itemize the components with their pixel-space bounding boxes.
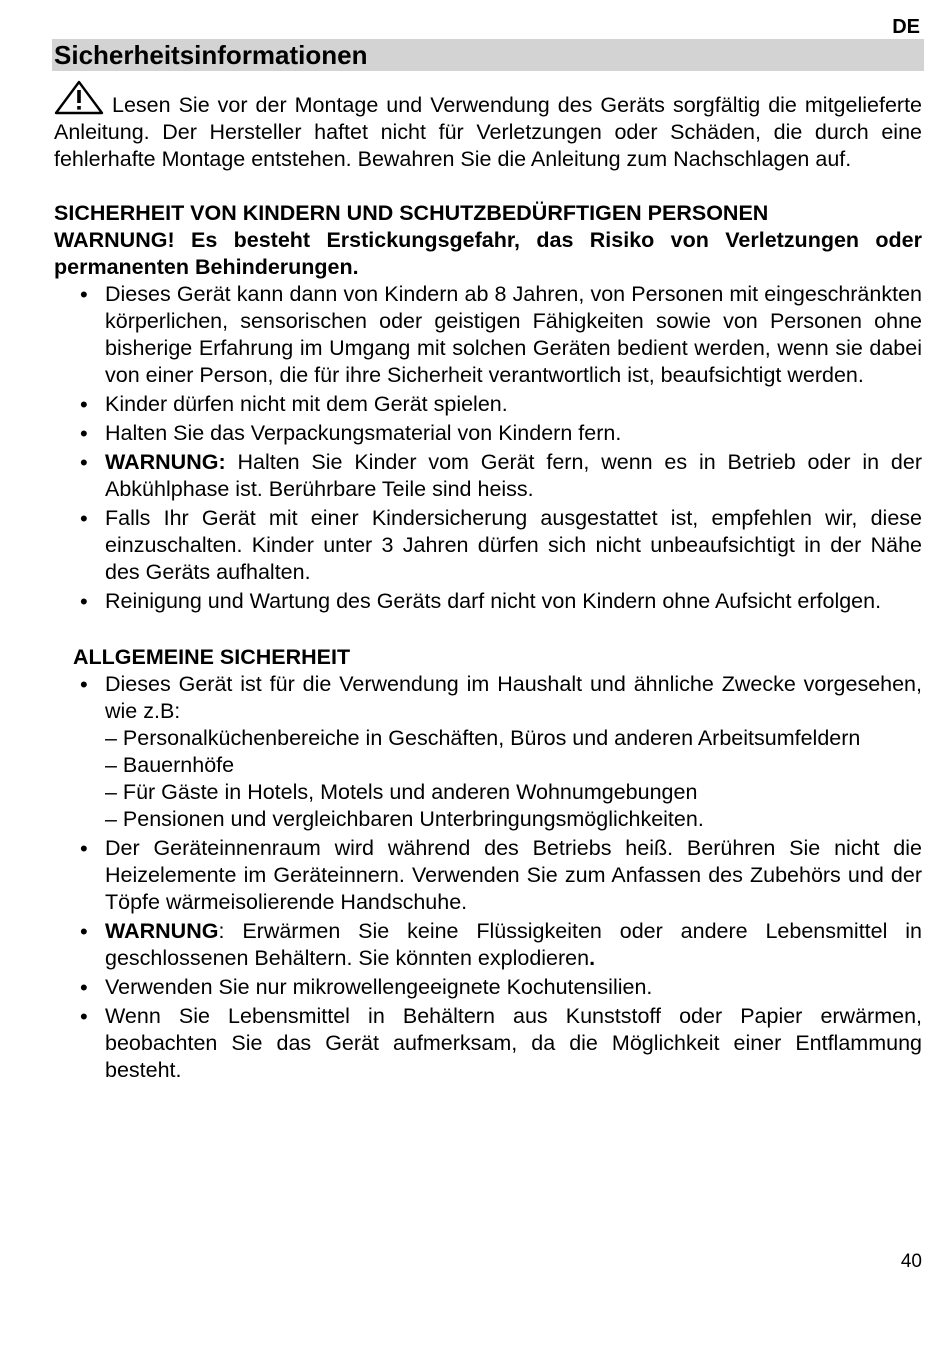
list-item: [54, 505, 922, 586]
page-number: 40: [900, 1251, 922, 1272]
bullet-icon: •: [80, 1004, 88, 1029]
sub-item: – Personalküchenbereiche in Geschäften, Büros und anderen Arbeitsumfeldern: [105, 726, 861, 750]
section-heading-general: ALLGEMEINE SICHERHEIT: [73, 645, 351, 669]
intro-paragraph: [54, 80, 922, 173]
sub-item: – Für Gäste in Hotels, Motels und anderen Wohnumgebungen: [105, 780, 698, 804]
list-item-text: Reinigung und Wartung des Geräts darf nicht von Kindern ohne Aufsicht erfolgen.: [105, 589, 882, 613]
list-item-text: Wenn Sie Lebensmittel in Behältern aus Kunststoff oder Papier erwärmen, beobachten Sie das Gerät aufmerksam, da die Möglichkeit einer Entflammung besteht.: [105, 1004, 922, 1082]
list-item: [54, 835, 922, 916]
warning-label: WARNUNG: [105, 919, 219, 943]
bullet-icon: •: [80, 975, 88, 1000]
children-safety-list: [54, 281, 922, 615]
list-item: [54, 281, 922, 389]
list-item: [54, 918, 922, 972]
list-item-text: Verwenden Sie nur mikrowellengeeignete Kochutensilien.: [105, 975, 653, 999]
list-item-text: Dieses Gerät ist für die Verwendung im Haushalt und ähnliche Zwecke vorgesehen, wie z.B:: [105, 672, 922, 723]
sentence-end: .: [589, 946, 596, 970]
list-item: [54, 449, 922, 503]
bullet-icon: •: [80, 672, 88, 697]
list-item: [54, 391, 922, 418]
bullet-icon: •: [80, 506, 88, 531]
list-item: [54, 974, 922, 1001]
sub-item: – Pensionen und vergleichbaren Unterbringungsmöglichkeiten.: [105, 807, 704, 831]
page-title: Sicherheitsinformationen: [54, 40, 368, 70]
general-safety-list: [54, 671, 922, 1084]
warning-triangle-icon: [54, 80, 104, 116]
list-item: [54, 671, 922, 833]
bullet-icon: •: [80, 450, 88, 475]
main-content: [54, 80, 922, 1086]
list-item-text: Kinder dürfen nicht mit dem Gerät spielen.: [105, 392, 508, 416]
list-item: [54, 1003, 922, 1084]
list-item-text: Halten Sie Kinder vom Gerät fern, wenn es in Betrieb oder in der Abkühlphase ist. Berührbare Teile sind heiss.: [105, 450, 922, 501]
list-item-text: Der Geräteinnenraum wird während des Betriebs heiß. Berühren Sie nicht die Heizelemente im Geräteinnern. Verwenden Sie zum Anfassen des Zubehörs und der Töpfe wärmeisolierende Handschuhe.: [105, 836, 922, 914]
list-item-text: Halten Sie das Verpackungsmaterial von Kindern fern.: [105, 421, 622, 445]
section-heading-children: SICHERHEIT VON KINDERN UND SCHUTZBEDÜRFTIGEN PERSONEN: [54, 201, 769, 225]
list-item: [54, 588, 922, 615]
list-item-text: Falls Ihr Gerät mit einer Kindersicherung ausgestattet ist, empfehlen wir, diese einzuschalten. Kinder unter 3 Jahren dürfen sich nicht unbeaufsichtigt in der Nähe des Geräts aufhalten.: [105, 506, 922, 584]
bullet-icon: •: [80, 836, 88, 861]
list-item: [54, 420, 922, 447]
bullet-icon: •: [80, 392, 88, 417]
bullet-icon: •: [80, 421, 88, 446]
intro-text: Lesen Sie vor der Montage und Verwendung des Geräts sorgfältig die mitgelieferte Anleitung. Der Hersteller haftet nicht für Verletzungen oder Schäden, die durch eine fehlerhafte Montage entstehen. Bewahren Sie die Anleitung zum Nachschlagen auf.: [54, 93, 922, 171]
bullet-icon: •: [80, 282, 88, 307]
sub-item: – Bauernhöfe: [105, 753, 235, 777]
list-item-text: Dieses Gerät kann dann von Kindern ab 8 Jahren, von Personen mit eingeschränkten körperlichen, sensorischen oder geistigen Fähigkeiten sowie von Personen ohne bisherige Erfahrung im Umgang mit solchen Geräten bedient werden, wenn sie dabei von einer Person, die für ihre Sicherheit verantwortlich ist, beaufsichtigt werden.: [105, 282, 922, 387]
bullet-icon: •: [80, 589, 88, 614]
title-bar: [52, 39, 924, 71]
list-item-text: : Erwärmen Sie keine Flüssigkeiten oder andere Lebensmittel in geschlossenen Behältern. Sie könnten explodieren: [105, 919, 922, 970]
language-code: DE: [892, 16, 920, 38]
section-warning: WARNUNG! Es besteht Erstickungsgefahr, das Risiko von Verletzungen oder permanenten Behinderungen.: [54, 228, 922, 279]
bullet-icon: •: [80, 919, 88, 944]
warning-label: WARNUNG:: [105, 450, 226, 474]
